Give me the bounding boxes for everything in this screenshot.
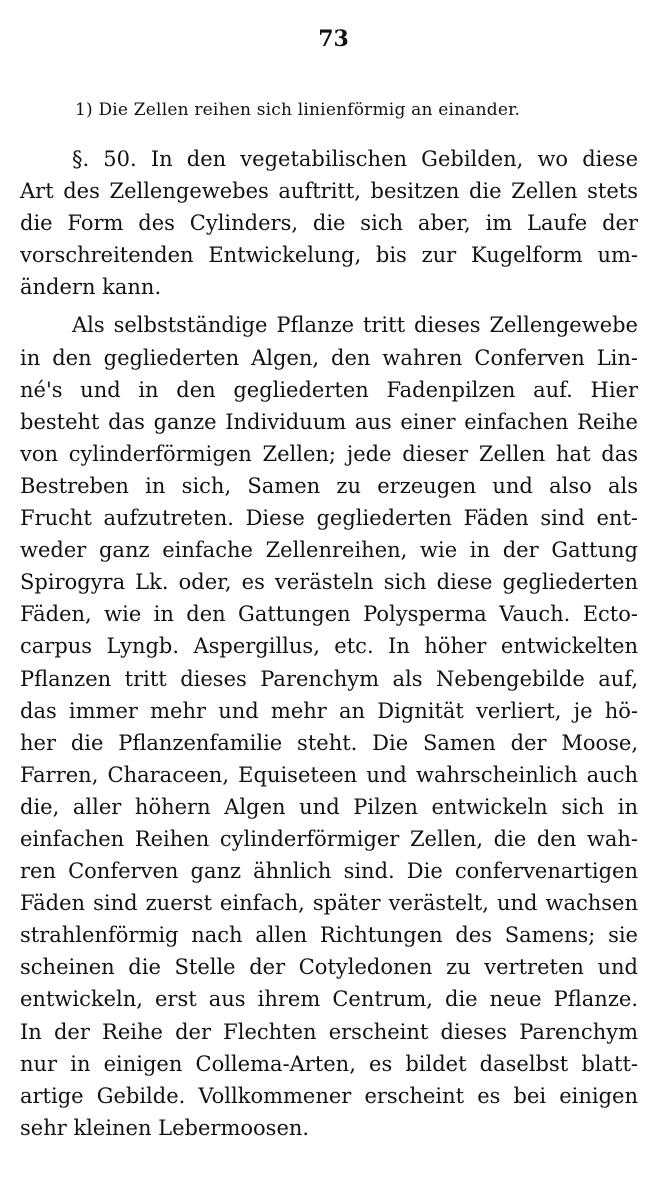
text-line: Fäden sind zuerst einfach, später verästelt, und wachsen [20,891,638,916]
text-line: nur in einigen Collema-Arten, es bildet daselbst blatt- [20,1051,638,1076]
text-line: das immer mehr und mehr an Dignität verliert, je hö- [20,698,638,723]
page-number: 73 [318,26,349,52]
text-line: In der Reihe der Flechten erscheint dieses Parenchym [20,1019,638,1044]
text-line: Art des Zellengewebes auftritt, besitzen die Zellen stets [20,179,638,204]
text-line: Frucht aufzutreten. Diese gegliederten Fäden sind ent- [20,506,638,531]
footnote: 1) Die Zellen reihen sich linienförmig an einander. [75,100,521,120]
text-line: Bestreben in sich, Samen zu erzeugen und also als [20,473,638,498]
text-line: Pflanzen tritt dieses Parenchym als Nebengebilde auf, [20,666,638,691]
text-line: die Form des Cylinders, die sich aber, im Laufe der [20,211,638,236]
text-line: vorschreitenden Entwickelung, bis zur Kugelform um- [20,243,638,268]
text-line: Farren, Characeen, Equiseteen und wahrscheinlich auch [20,762,638,787]
body-text [20,143,638,1144]
text-line: ren Conferven ganz ähnlich sind. Die confervenartigen [20,859,638,884]
text-line: einfachen Reihen cylinderförmiger Zellen, die den wah- [20,826,638,851]
text-line: her die Pflanzenfamilie steht. Die Samen der Moose, [20,730,638,755]
text-line: besteht das ganze Individuum aus einer einfachen Reihe [20,409,638,434]
text-line: ändern kann. [20,275,162,300]
text-line: §. 50. In den vegetabilischen Gebilden, wo diese [72,147,638,171]
text-line: Spirogyra Lk. oder, es verästeln sich diese gegliederten [20,570,638,595]
text-line: scheinen die Stelle der Cotyledonen zu vertreten und [20,955,638,980]
text-line: in den gegliederten Algen, den wahren Conferven Lin- [20,345,638,370]
text-line: né's und in den gegliederten Fadenpilzen auf. Hier [20,377,638,402]
text-line: Fäden, wie in den Gattungen Polysperma Vauch. Ecto- [20,602,638,627]
paragraph-body [20,309,638,1143]
text-line: artige Gebilde. Vollkommener erscheint es bei einigen [20,1083,638,1108]
text-line: von cylinderförmigen Zellen; jede dieser Zellen hat das [20,441,638,466]
text-line: weder ganz einfache Zellenreihen, wie in der Gattung [20,538,638,563]
text-line: Als selbstständige Pflanze tritt dieses Zellengewebe [72,313,638,338]
text-line: strahlenförmig nach allen Richtungen des Samens; sie [20,923,638,948]
text-line: carpus Lyngb. Aspergillus, etc. In höher entwickelten [20,634,638,659]
text-line: entwickeln, erst aus ihrem Centrum, die neue Pflanze. [20,987,638,1012]
paragraph-section-50 [20,143,638,303]
text-line: sehr kleinen Lebermoosen. [20,1115,310,1140]
text-line: die, aller höhern Algen und Pilzen entwickeln sich in [20,794,638,819]
